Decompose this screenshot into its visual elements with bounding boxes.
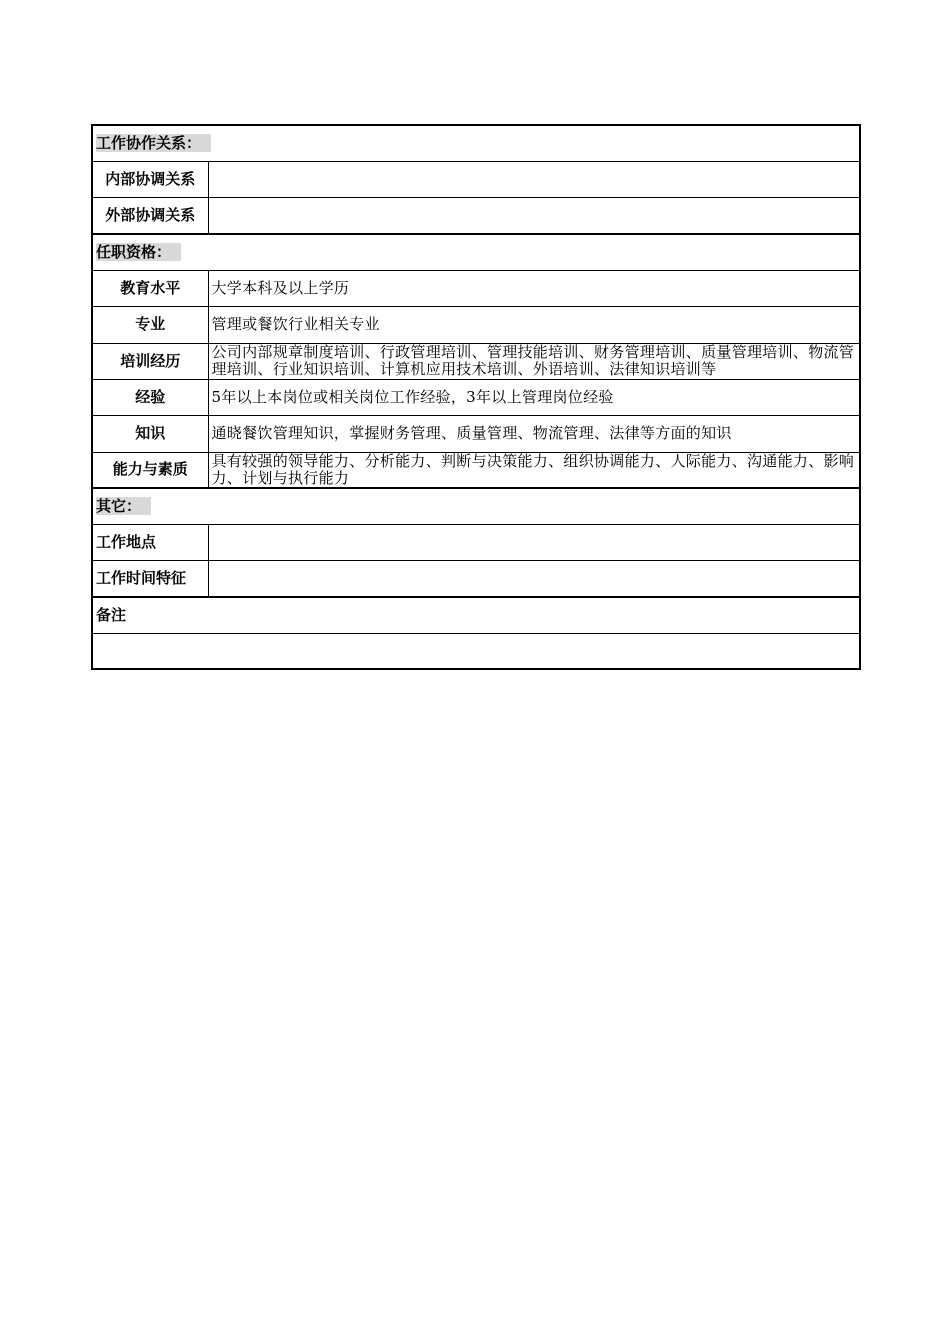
section-heading-qualifications xyxy=(92,234,860,270)
work-location-label: 工作地点 xyxy=(92,524,208,560)
internal-relations-value xyxy=(208,161,860,197)
section-heading-text: 其它： xyxy=(96,497,151,515)
table-row xyxy=(92,415,860,452)
external-relations-label: 外部协调关系 xyxy=(92,197,208,234)
table-row xyxy=(92,633,860,669)
experience-label: 经验 xyxy=(92,379,208,415)
knowledge-value: 通晓餐饮管理知识，掌握财务管理、质量管理、物流管理、法律等方面的知识 xyxy=(208,415,860,452)
section-heading-cooperation xyxy=(92,125,860,161)
job-description-table xyxy=(91,124,861,670)
table-row xyxy=(92,452,860,488)
section-heading-other xyxy=(92,488,860,524)
training-label: 培训经历 xyxy=(92,343,208,379)
section-heading-text: 任职资格： xyxy=(96,243,181,261)
work-hours-label: 工作时间特征 xyxy=(92,560,208,597)
major-label: 专业 xyxy=(92,306,208,343)
work-location-value xyxy=(208,524,860,560)
section-other xyxy=(92,488,860,524)
remarks-value xyxy=(92,633,860,669)
table-row xyxy=(92,270,860,306)
section-cooperation xyxy=(92,125,860,161)
table-row xyxy=(92,524,860,560)
ability-value: 具有较强的领导能力、分析能力、判断与决策能力、组织协调能力、人际能力、沟通能力、影响力、计划与执行能力 xyxy=(208,452,860,488)
table-row xyxy=(92,306,860,343)
experience-value: 5年以上本岗位或相关岗位工作经验，3年以上管理岗位经验 xyxy=(208,379,860,415)
major-value: 管理或餐饮行业相关专业 xyxy=(208,306,860,343)
remarks-heading: 备注 xyxy=(92,597,860,633)
ability-label: 能力与素质 xyxy=(92,452,208,488)
table-row xyxy=(92,379,860,415)
internal-relations-label: 内部协调关系 xyxy=(92,161,208,197)
training-value: 公司内部规章制度培训、行政管理培训、管理技能培训、财务管理培训、质量管理培训、物流管理培训、行业知识培训、计算机应用技术培训、外语培训、法律知识培训等 xyxy=(208,343,860,379)
table-row xyxy=(92,197,860,234)
external-relations-value xyxy=(208,197,860,234)
work-hours-value xyxy=(208,560,860,597)
section-qualifications xyxy=(92,234,860,270)
education-label: 教育水平 xyxy=(92,270,208,306)
table-row xyxy=(92,161,860,197)
education-value: 大学本科及以上学历 xyxy=(208,270,860,306)
section-remarks xyxy=(92,597,860,633)
table-row xyxy=(92,343,860,379)
section-heading-text: 工作协作关系： xyxy=(96,134,211,152)
knowledge-label: 知识 xyxy=(92,415,208,452)
table-row xyxy=(92,560,860,597)
